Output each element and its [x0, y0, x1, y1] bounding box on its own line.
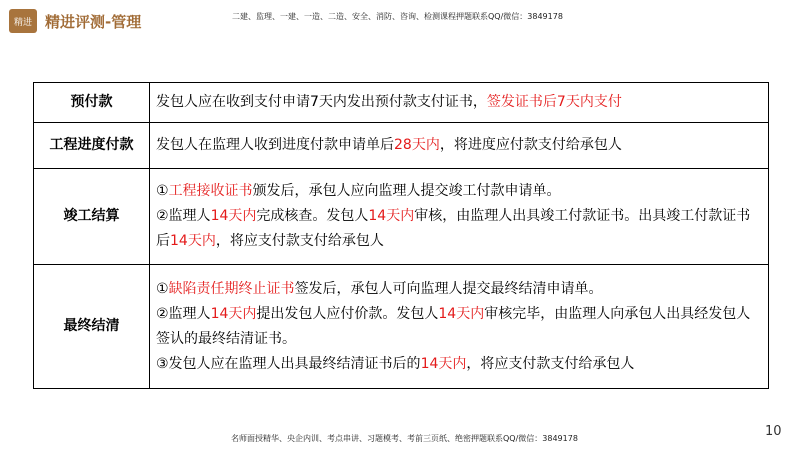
text: ，将进度应付款支付给承包人 [439, 137, 622, 153]
row-label: 竣工结算 [34, 169, 150, 265]
text: ②监理人 [156, 305, 211, 322]
row-label: 最终结清 [34, 265, 150, 389]
highlight-text: 14天内 [210, 305, 257, 322]
row-content [150, 169, 769, 265]
row-content [150, 265, 769, 389]
text: ① [156, 280, 169, 297]
page-number: 10 [765, 424, 782, 439]
highlight-text: 14天内 [420, 355, 467, 372]
row-label: 预付款 [34, 83, 150, 123]
table-row-final-settlement [34, 265, 769, 389]
text: ① [156, 183, 169, 199]
highlight-text: 14天内 [170, 233, 216, 249]
text: ③发包人应在监理人出具最终结清证书后的 [156, 355, 421, 372]
row-content [150, 123, 769, 169]
table-row-advance [34, 83, 769, 123]
text: 颁发后，承包人应向监理人提交竣工付款申请单。 [252, 183, 561, 199]
row-label: 工程进度付款 [34, 123, 150, 169]
table-row-progress [34, 123, 769, 169]
text: 签发后，承包人可向监理人提交最终结清申请单。 [294, 280, 603, 297]
text: 审核，由监理人出具竣工付款证书。出具竣工付款证书后 [156, 208, 751, 249]
brand-name: 精进评测-管理 [45, 12, 142, 31]
content-line [156, 179, 762, 204]
brand-logo: 精进 [9, 9, 37, 33]
highlight-text: 签发证书后7天内支付 [486, 94, 622, 110]
highlight-text: 28天内 [394, 137, 440, 153]
highlight-text: 14天内 [438, 305, 485, 322]
text: 完成核查。发包人 [256, 208, 369, 224]
content-line [156, 204, 762, 254]
bottom-contact-note: 名师面授精华、央企内训、考点串讲、习题模考、考前三页纸、绝密押题联系QQ/微信：3849178 [231, 434, 578, 443]
highlight-text: 14天内 [368, 208, 415, 224]
highlight-text: 14天内 [210, 208, 257, 224]
table-row-completion [34, 169, 769, 265]
content-line [156, 277, 762, 302]
text: 提出发包人应付价款。发包人 [256, 305, 439, 322]
content-line [156, 352, 762, 377]
text: ，将应支付款支付给承包人 [215, 233, 384, 249]
text: 发包人在监理人收到进度付款申请单后 [156, 137, 394, 153]
brand [9, 9, 141, 33]
text: ，将应支付款支付给承包人 [466, 355, 635, 372]
row-content [150, 83, 769, 123]
text: 审核完毕，由监理人向承包人出具经发包人签认的最终结清证书。 [156, 305, 751, 347]
payment-rules-table [33, 82, 769, 389]
top-contact-note: 二建、监理、一建、一造、二造、安全、消防、咨询、检测课程押题联系QQ/微信：3849178 [232, 12, 563, 21]
highlight-text: 缺陷责任期终止证书 [168, 280, 295, 297]
highlight-text: 工程接收证书 [168, 183, 253, 199]
text: 发包人应在收到支付申请7天内发出预付款支付证书， [156, 94, 487, 110]
content-line [156, 302, 762, 352]
text: ②监理人 [156, 208, 211, 224]
